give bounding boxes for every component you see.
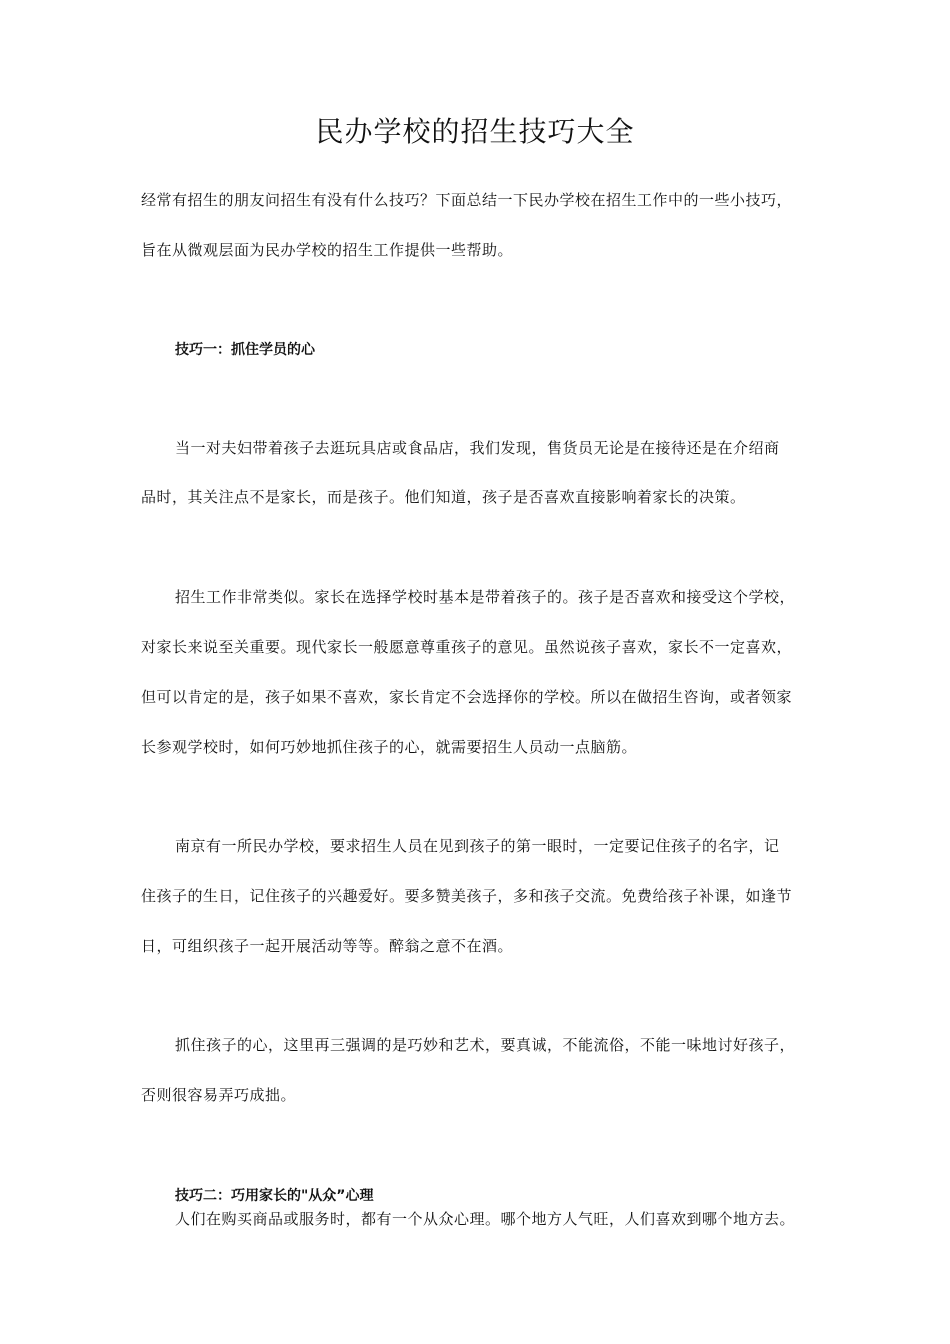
paragraph-line: 南京有一所民办学校，要求招生人员在见到孩子的第一眼时，一定要记住孩子的名字，记 xyxy=(175,837,780,855)
paragraph-line: 日，可组织孩子一起开展活动等等。醉翁之意不在酒。 xyxy=(141,937,514,955)
paragraph-line: 人们在购买商品或服务时，都有一个从众心理。哪个地方人气旺，人们喜欢到哪个地方去。 xyxy=(175,1210,796,1228)
section-heading-2: 技巧二：巧用家长的"从众”心理 xyxy=(175,1188,374,1204)
paragraph-line: 对家长来说至关重要。现代家长一般愿意尊重孩子的意见。虽然说孩子喜欢，家长不一定喜欢， xyxy=(141,638,793,656)
paragraph-line: 但可以肯定的是，孩子如果不喜欢，家长肯定不会选择你的学校。所以在做招生咨询，或者领家 xyxy=(141,688,793,706)
paragraph-line: 招生工作非常类似。家长在选择学校时基本是带着孩子的。孩子是否喜欢和接受这个学校， xyxy=(175,588,796,606)
intro-line: 经常有招生的朋友问招生有没有什么技巧？下面总结一下民办学校在招生工作中的一些小技巧， xyxy=(141,191,793,209)
intro-line: 旨在从微观层面为民办学校的招生工作提供一些帮助。 xyxy=(141,241,514,259)
paragraph-line: 品时，其关注点不是家长，而是孩子。他们知道，孩子是否喜欢直接影响着家长的决策。 xyxy=(141,488,746,506)
page-title: 民办学校的招生技巧大全 xyxy=(315,115,635,148)
paragraph-line: 当一对夫妇带着孩子去逛玩具店或食品店，我们发现，售货员无论是在接待还是在介绍商 xyxy=(175,439,780,457)
paragraph-line: 否则很容易弄巧成拙。 xyxy=(141,1086,297,1104)
paragraph-line: 抓住孩子的心，这里再三强调的是巧妙和艺术，要真诚，不能流俗，不能一味地讨好孩子， xyxy=(175,1036,796,1054)
paragraph-line: 长参观学校时，如何巧妙地抓住孩子的心，就需要招生人员动一点脑筋。 xyxy=(141,738,638,756)
paragraph-line: 住孩子的生日，记住孩子的兴趣爱好。要多赞美孩子，多和孩子交流。免费给孩子补课，如逢节 xyxy=(141,887,793,905)
section-heading-1: 技巧一：抓住学员的心 xyxy=(175,342,315,358)
